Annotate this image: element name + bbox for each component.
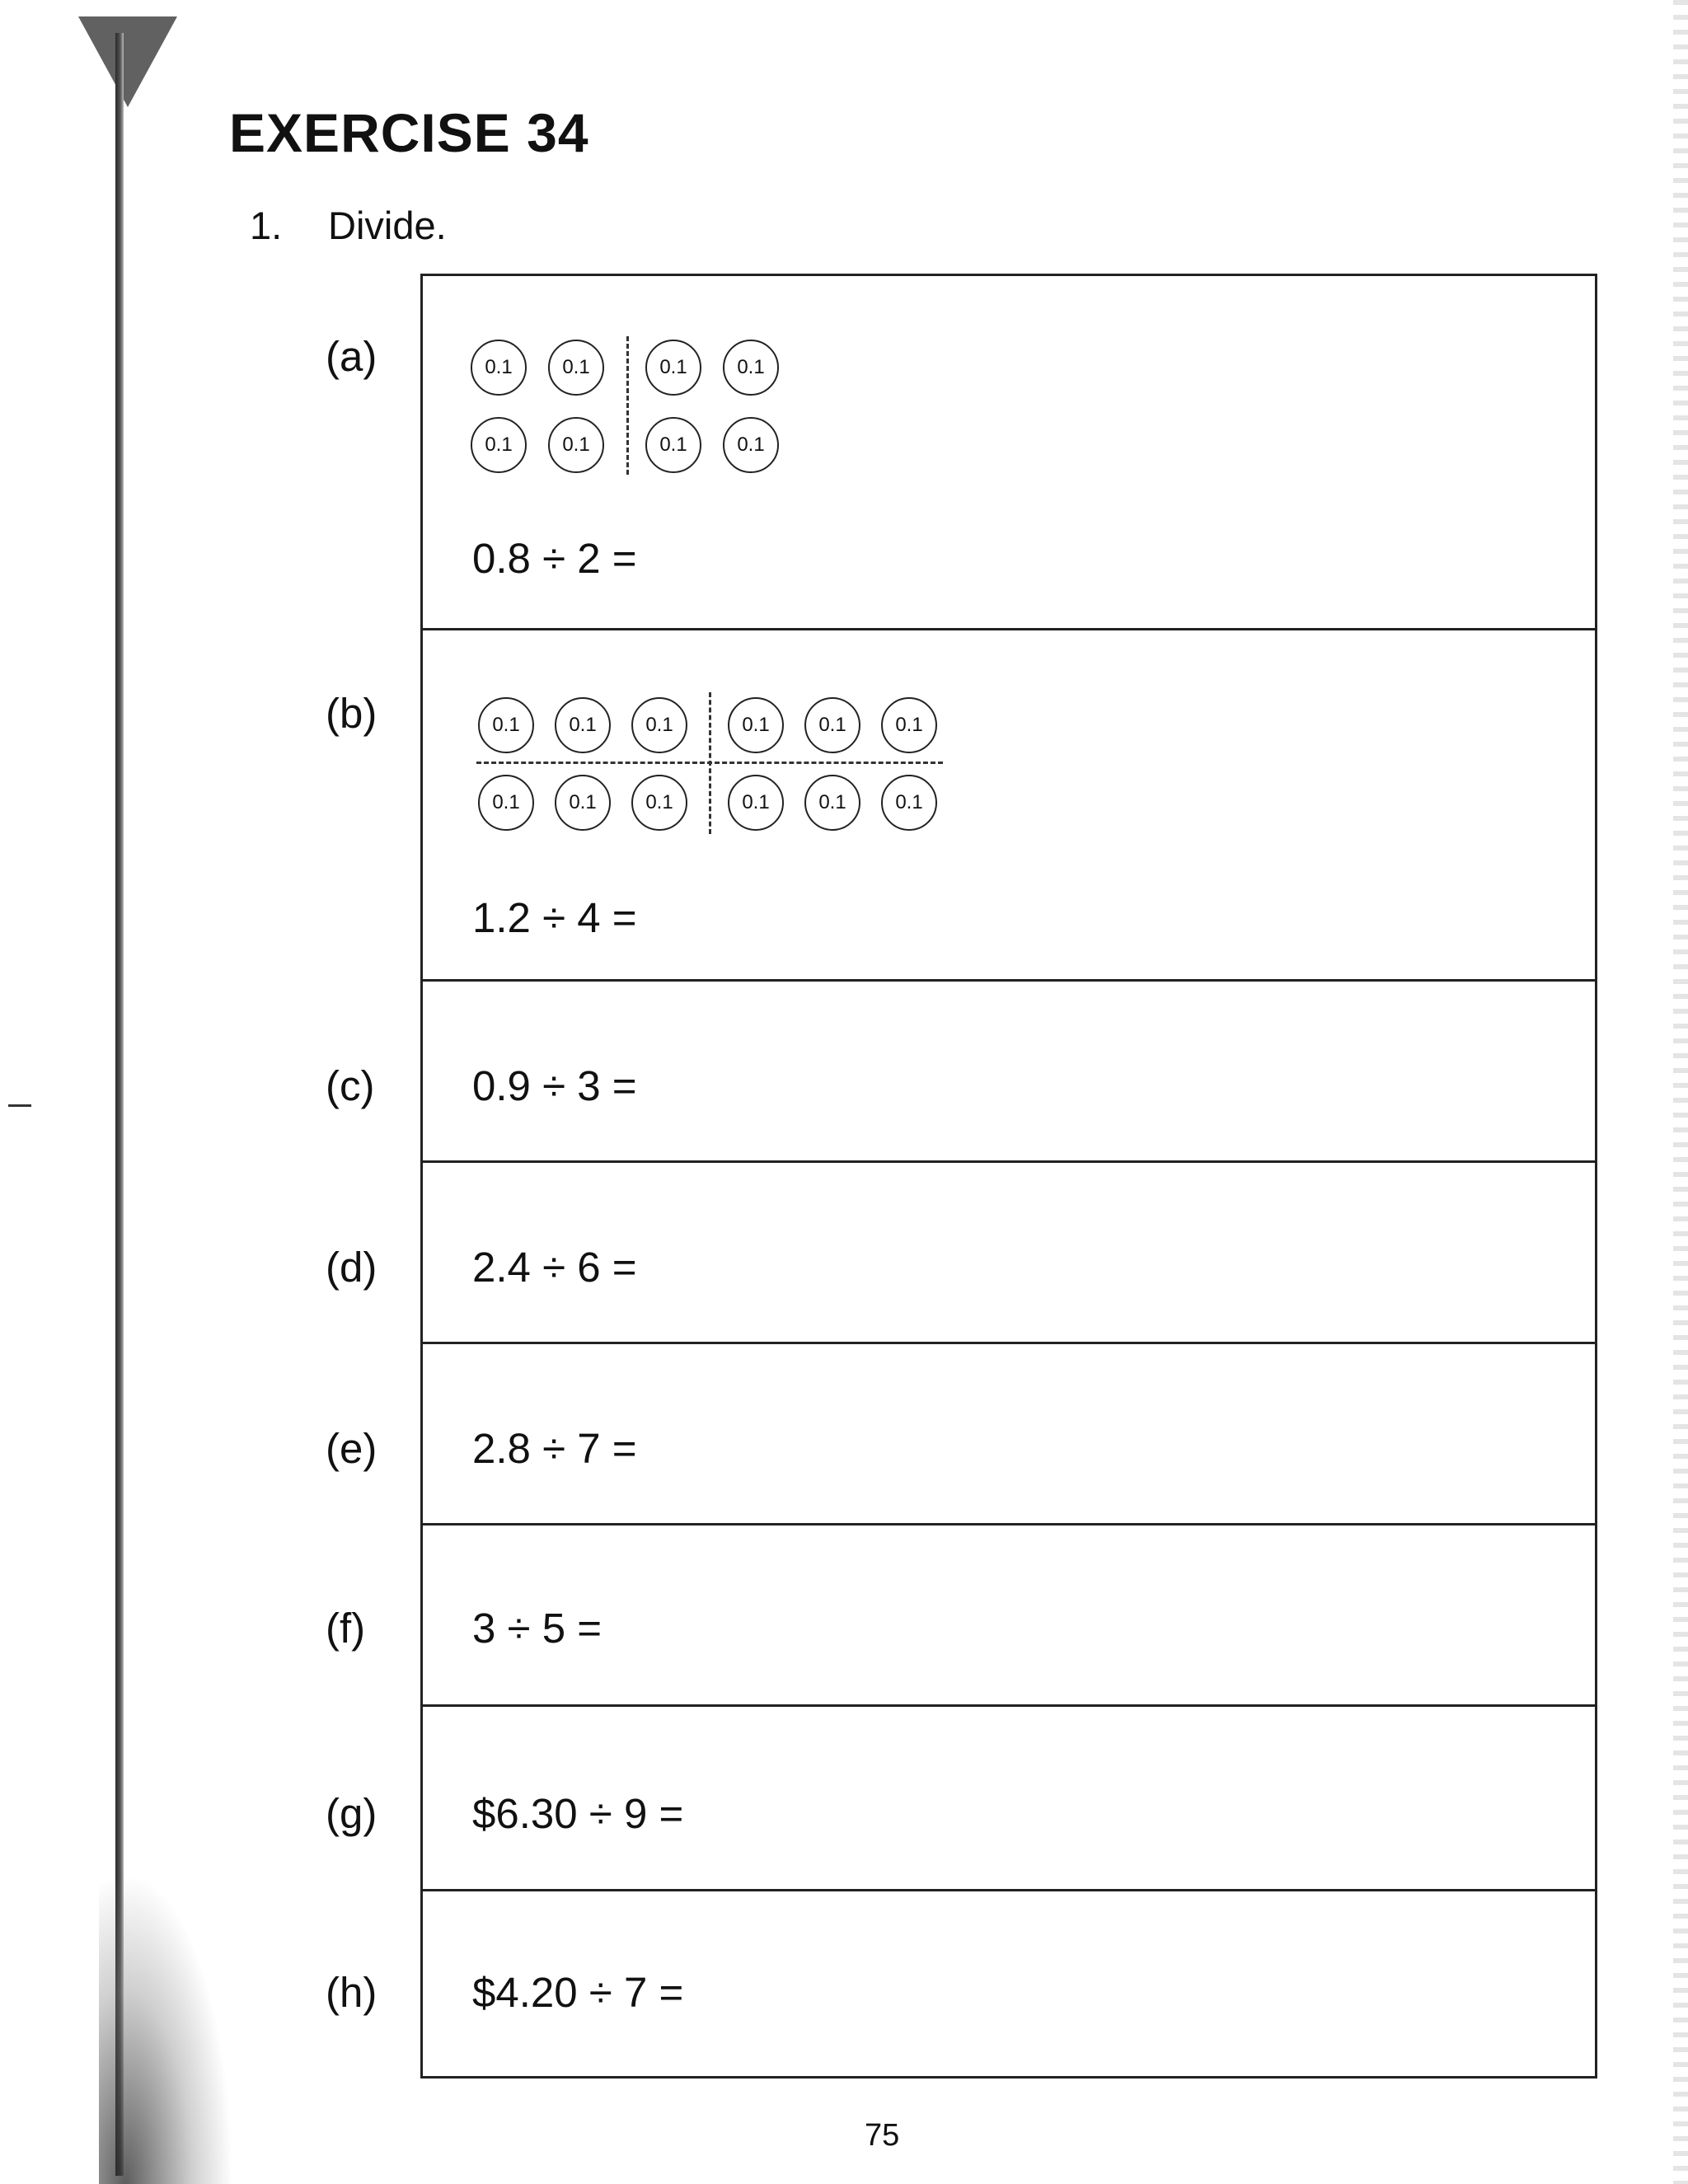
row-divider bbox=[420, 979, 1597, 982]
page-edge-texture bbox=[1673, 0, 1688, 2184]
place-value-disc: 0.1 bbox=[728, 697, 784, 753]
place-value-disc: 0.1 bbox=[631, 697, 687, 753]
place-value-disc: 0.1 bbox=[723, 340, 779, 396]
exercise-title: EXERCISE 34 bbox=[229, 102, 589, 163]
place-value-disc: 0.1 bbox=[881, 775, 937, 831]
part-e-expression: 2.8 ÷ 7 = bbox=[472, 1425, 637, 1472]
part-f-label: (f) bbox=[326, 1605, 366, 1652]
row-divider bbox=[420, 1523, 1597, 1526]
place-value-disc: 0.1 bbox=[471, 340, 527, 396]
part-f-expression: 3 ÷ 5 = bbox=[472, 1605, 603, 1652]
row-divider bbox=[420, 1342, 1597, 1344]
page-number: 75 bbox=[865, 2118, 900, 2153]
place-value-disc: 0.1 bbox=[645, 417, 701, 473]
part-b-label: (b) bbox=[326, 690, 377, 737]
part-g-label: (g) bbox=[326, 1790, 377, 1837]
place-value-disc: 0.1 bbox=[728, 775, 784, 831]
row-divider bbox=[420, 1704, 1597, 1707]
margin-mark bbox=[8, 1104, 31, 1107]
part-g-expression: $6.30 ÷ 9 = bbox=[472, 1790, 684, 1837]
place-value-disc: 0.1 bbox=[631, 775, 687, 831]
place-value-disc: 0.1 bbox=[723, 417, 779, 473]
group-divider-vertical bbox=[626, 336, 629, 475]
binding-shadow-top bbox=[78, 16, 177, 107]
place-value-disc: 0.1 bbox=[548, 340, 604, 396]
part-e-label: (e) bbox=[326, 1425, 377, 1472]
part-h-expression: $4.20 ÷ 7 = bbox=[472, 1969, 684, 2016]
group-divider-horizontal bbox=[476, 762, 943, 764]
part-a-label: (a) bbox=[326, 333, 377, 380]
place-value-disc: 0.1 bbox=[478, 697, 534, 753]
part-h-label: (h) bbox=[326, 1969, 377, 2016]
row-divider bbox=[420, 1160, 1597, 1163]
place-value-disc: 0.1 bbox=[548, 417, 604, 473]
part-d-label: (d) bbox=[326, 1244, 377, 1291]
part-b-expression: 1.2 ÷ 4 = bbox=[472, 894, 637, 941]
place-value-disc: 0.1 bbox=[478, 775, 534, 831]
place-value-disc: 0.1 bbox=[804, 775, 860, 831]
place-value-disc: 0.1 bbox=[471, 417, 527, 473]
row-divider bbox=[420, 628, 1597, 630]
place-value-disc: 0.1 bbox=[555, 775, 611, 831]
place-value-disc: 0.1 bbox=[555, 697, 611, 753]
question-instruction: Divide. bbox=[328, 204, 447, 247]
place-value-disc: 0.1 bbox=[804, 697, 860, 753]
part-c-label: (c) bbox=[326, 1062, 375, 1109]
place-value-disc: 0.1 bbox=[881, 697, 937, 753]
part-a-expression: 0.8 ÷ 2 = bbox=[472, 535, 637, 582]
question-number: 1. bbox=[250, 204, 283, 247]
part-c-expression: 0.9 ÷ 3 = bbox=[472, 1062, 637, 1109]
page-binding-spine bbox=[115, 33, 124, 2176]
place-value-disc: 0.1 bbox=[645, 340, 701, 396]
row-divider bbox=[420, 1889, 1597, 1891]
binding-shadow-bottom bbox=[99, 1879, 231, 2184]
part-d-expression: 2.4 ÷ 6 = bbox=[472, 1244, 637, 1291]
